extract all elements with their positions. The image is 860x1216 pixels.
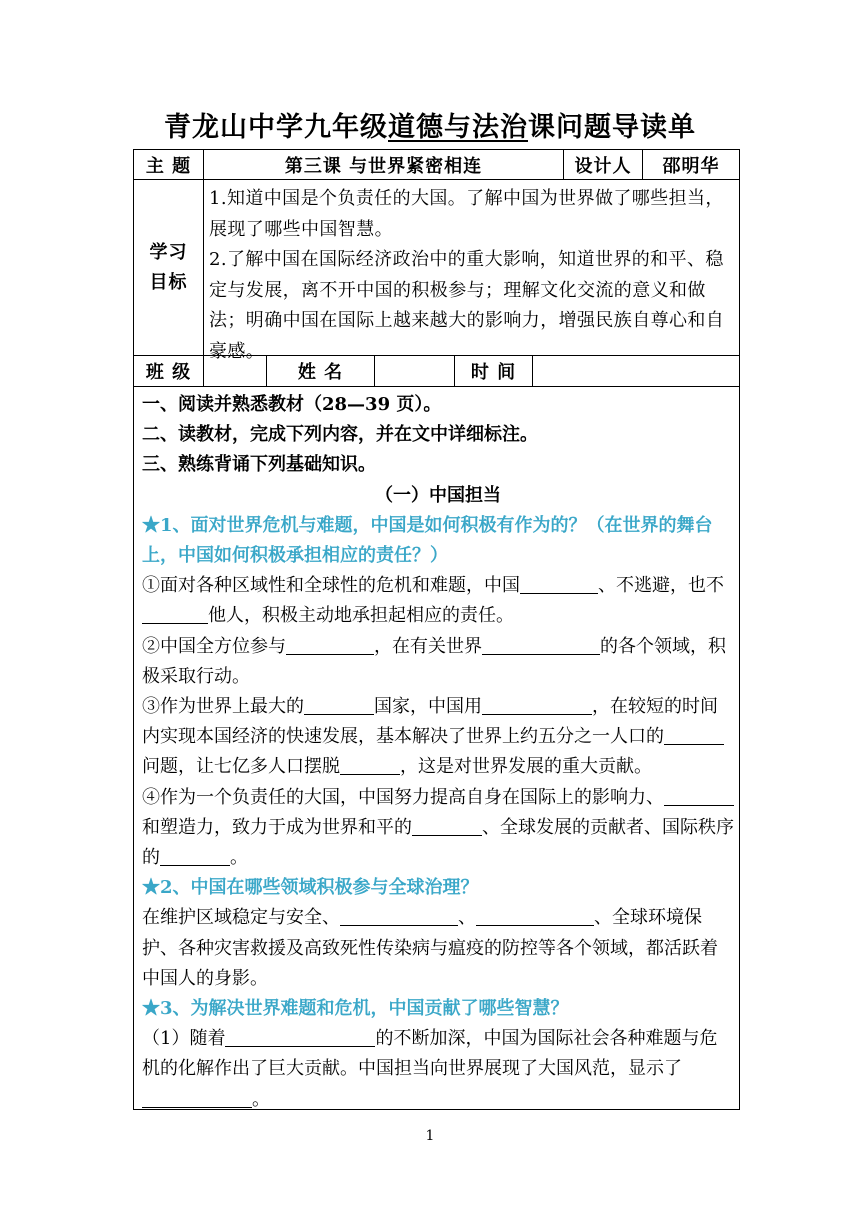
fill-blank[interactable] — [520, 573, 598, 594]
fill-blank[interactable] — [340, 754, 400, 775]
fill-blank[interactable] — [482, 634, 600, 655]
fill-blank[interactable] — [142, 1087, 252, 1108]
designer-value: 邵明华 — [662, 155, 720, 177]
goals-label — [134, 180, 203, 355]
answer-text: ，这是对世界发展的重大贡献。 — [400, 756, 652, 778]
answer-text: ③作为世界上最大的 — [142, 696, 304, 718]
answer-text: ，在较短的时间内实现本国经济的快速发展，基本解决了世界上约五分之一人口的 — [142, 696, 718, 748]
answer-text: 、全球发展的贡献者、国际秩序的 — [142, 816, 734, 869]
row-divider — [134, 386, 739, 387]
fill-blank[interactable] — [304, 694, 374, 715]
answer-text: 、不逃避，也不 — [598, 575, 724, 597]
title-suffix: 课问题导读单 — [528, 112, 696, 143]
answer-text: 、全球环境保护、各种灾害救援及高致死性传染病与瘟疫的防控等各个领域，都活跃着中国人的身影。 — [142, 907, 718, 989]
answer-text: 的各个领域，积极采取行动。 — [142, 635, 726, 687]
designer-label: 设计人 — [574, 155, 632, 177]
topic-label: 主 题 — [145, 155, 192, 177]
class-label: 班 级 — [145, 362, 192, 383]
time-label: 时 间 — [470, 362, 517, 383]
answer-text: 问题，让七亿多人口摆脱 — [142, 756, 340, 778]
answer-text: ，在有关世界 — [374, 635, 482, 657]
fill-blank[interactable] — [225, 1026, 375, 1047]
answer-text: 在维护区域稳定与安全、 — [142, 907, 340, 929]
page-number: 1 — [425, 1128, 435, 1144]
answer-text: 国家，中国用 — [374, 696, 482, 718]
goals-label-line: 目标 — [149, 271, 188, 293]
learning-goals — [209, 184, 735, 368]
answer-text: （1）随着 — [142, 1028, 226, 1050]
question-3: ★3、为解决世界难题和危机，中国贡献了哪些智慧？ — [142, 998, 569, 1020]
section-title: （一）中国担当 — [375, 484, 501, 506]
answer-text: ④作为一个负责任的大国，中国努力提高自身在国际上的影响力、 — [142, 786, 664, 808]
answer-item — [142, 632, 734, 692]
instruction-line: 一、阅读并熟悉教材（28—39 页）。 — [142, 394, 442, 415]
goals-label-line: 学习 — [149, 241, 188, 263]
answer-item — [142, 692, 734, 783]
fill-blank[interactable] — [476, 905, 594, 926]
instruction-line: 二、读教材，完成下列内容，并在文中详细标注。 — [142, 424, 538, 446]
question-1: ★1、面对世界危机与难题，中国是如何积极有作为的？（在世界的舞台上，中国如何积极承担相应的责任？） — [142, 514, 713, 567]
answer-text: ①面对各种区域性和全球性的危机和难题，中国 — [142, 575, 520, 597]
row-divider — [134, 179, 739, 180]
fill-blank[interactable] — [340, 905, 458, 926]
answer-text: 。 — [230, 847, 248, 869]
answer-item — [142, 571, 734, 631]
title-subject: 道德与法治 — [388, 112, 528, 143]
col-divider — [203, 355, 204, 386]
fill-blank[interactable] — [664, 785, 734, 806]
fill-blank[interactable] — [286, 634, 374, 655]
worksheet-body — [142, 390, 734, 1115]
answer-item — [142, 1024, 734, 1115]
answer-text: 和塑造力，致力于成为世界和平的 — [142, 816, 412, 838]
answer-text: 他人，积极主动地承担起相应的责任。 — [208, 605, 514, 627]
answer-text: 、 — [458, 907, 476, 929]
name-label: 姓 名 — [297, 362, 344, 383]
topic-value: 第三课 与世界紧密相连 — [284, 155, 483, 177]
goal-item: 2.了解中国在国际经济政治中的重大影响，知道世界的和平、稳定与发展，离不开中国的积极参与；理解文化交流的意义和做法；明确中国在国际上越来越大的影响力，增强民族自尊心和自豪感。 — [209, 249, 725, 362]
fill-blank[interactable] — [142, 603, 208, 624]
title-school: 青龙山中学九年级 — [164, 112, 388, 143]
answer-text: 的不断加深，中国为国际社会各种难题与危机的化解作出了巨大贡献。中国担当向世界展现了大国风范，显示了 — [142, 1028, 718, 1080]
col-divider — [203, 150, 204, 386]
answer-item — [142, 903, 734, 994]
fill-blank[interactable] — [482, 694, 592, 715]
instruction-line: 三、熟练背诵下列基础知识。 — [142, 454, 376, 476]
answer-text: ②中国全方位参与 — [142, 635, 286, 657]
fill-blank[interactable] — [160, 845, 230, 866]
answer-text: 。 — [252, 1088, 270, 1110]
fill-blank[interactable] — [664, 724, 724, 745]
fill-blank[interactable] — [412, 815, 482, 836]
goal-item: 1.知道中国是个负责任的大国。了解中国为世界做了哪些担当，展现了哪些中国智慧。 — [209, 188, 724, 240]
question-2: ★2、中国在哪些领域积极参与全球治理？ — [142, 877, 479, 899]
page-title — [0, 110, 860, 146]
answer-item — [142, 783, 734, 874]
